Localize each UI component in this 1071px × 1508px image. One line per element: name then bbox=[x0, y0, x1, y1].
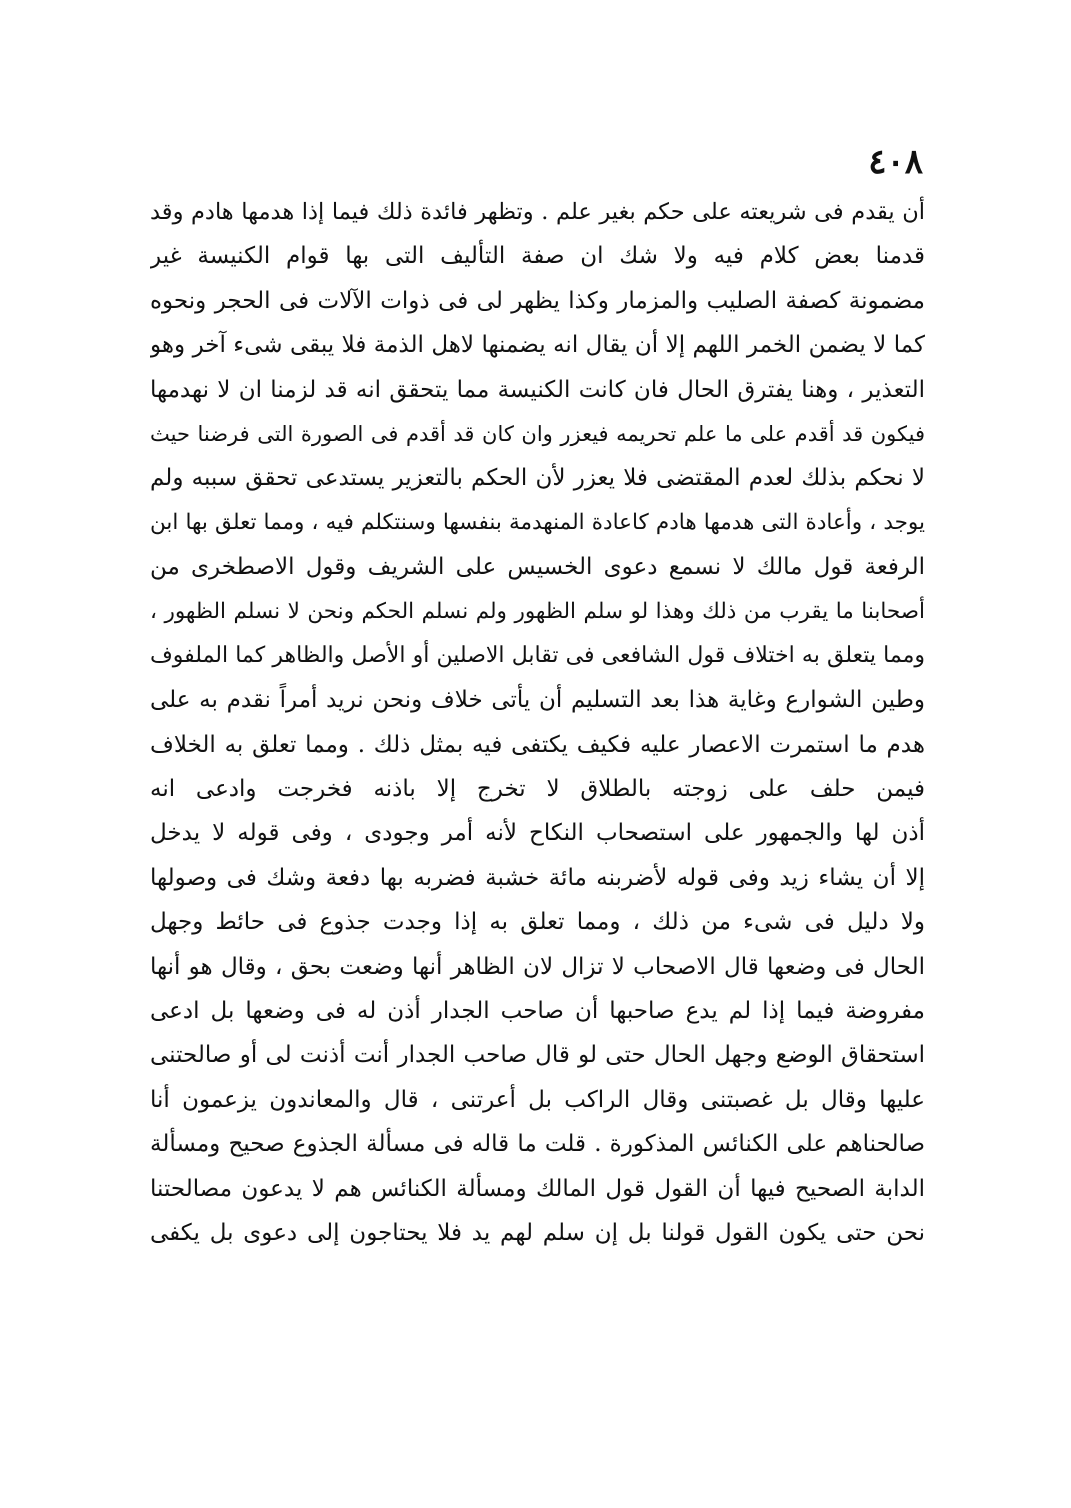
text-line: نحن حتى يكون القول قولنا بل إن سلم لهم يد فلا يحتاجون إلى دعوى بل يكفى bbox=[150, 1219, 925, 1246]
text-line: مضمونة كصفة الصليب والمزمار وكذا يظهر لى فى ذوات الآلات فى الحجر ونحوه bbox=[150, 287, 925, 314]
text-line: صالحناهم على الكنائس المذكورة . قلت ما قاله فى مسألة الجذوع صحيح ومسألة bbox=[150, 1131, 925, 1158]
text-line: فيكون قد أقدم على ما علم تحريمه فيعزر وان كان قد أقدم فى الصورة التى فرضنا حيث bbox=[150, 421, 925, 446]
text-line: ولا دليل فى شىء من ذلك ، ومما تعلق به إذا وجدت جذوع فى حائط وجهل bbox=[150, 909, 925, 936]
text-line: الرفعة قول مالك لا نسمع دعوى الخسيس على الشريف وقول الاصطخرى من bbox=[150, 554, 925, 581]
text-line: فيمن حلف على زوجته بالطلاق لا تخرج إلا باذنه فخرجت وادعى انه bbox=[150, 776, 925, 803]
text-line: أذن لها والجمهور على استصحاب النكاح لأنه أمر وجودى ، وفى قوله لا يدخل bbox=[150, 820, 925, 847]
text-line: الدابة الصحيح فيها أن القول قول المالك ومسألة الكنائس هم لا يدعون مصالحتنا bbox=[150, 1175, 925, 1202]
text-line: لا نحكم بذلك لعدم المقتضى فلا يعزر لأن الحكم بالتعزير يستدعى تحقق سببه ولم bbox=[150, 465, 925, 492]
text-line: هدم ما استمرت الاعصار عليه فكيف يكتفى فيه بمثل ذلك . ومما تعلق به الخلاف bbox=[150, 731, 925, 758]
page-number: ٤٠٨ bbox=[868, 142, 923, 182]
text-line: مفروضة فيما إذا لم يدع صاحبها أن صاحب الجدار أذن له فى وضعها بل ادعى bbox=[150, 998, 925, 1025]
text-line: الحال فى وضعها قال الاصحاب لا تزال لان الظاهر أنها وضعت بحق ، وقال هو أنها bbox=[150, 953, 925, 980]
text-line: ومما يتعلق به اختلاف قول الشافعى فى تقابل الاصلين أو الأصل والظاهر كما الملفوف bbox=[150, 642, 925, 668]
text-line: أن يقدم فى شريعته على حكم بغير علم . وتظهر فائدة ذلك فيما إذا هدمها هادم وقد bbox=[150, 199, 925, 225]
text-line: قدمنا بعض كلام فيه ولا شك ان صفة التأليف التى بها قوام الكنيسة غير bbox=[150, 243, 925, 270]
text-line: أصحابنا ما يقرب من ذلك وهذا لو سلم الظهور ولم نسلم الحكم ونحن لا نسلم الظهور ، bbox=[150, 598, 925, 624]
text-line: وطين الشوارع وغاية هذا بعد التسليم أن يأتى خلاف ونحن نريد أمراً نقدم به على bbox=[150, 687, 925, 714]
text-line: عليها وقال بل غصبتنى وقال الراكب بل أعرتنى ، قال والمعاندون يزعمون أنا bbox=[150, 1086, 925, 1113]
body-text bbox=[150, 190, 925, 1255]
text-line: يوجد ، وأعادة التى هدمها هادم كاعادة المنهدمة بنفسها وسنتكلم فيه ، ومما تعلق بها ابن bbox=[150, 509, 925, 535]
text-line: إلا أن يشاء زيد وفى قوله لأضربنه مائة خشبة فضربه بها دفعة وشك فى وصولها bbox=[150, 864, 925, 891]
text-line: التعذير ، وهنا يفترق الحال فان كانت الكنيسة مما يتحقق انه قد لزمنا ان لا نهدمها bbox=[150, 376, 925, 403]
text-line: كما لا يضمن الخمر اللهم إلا أن يقال انه يضمنها لاهل الذمة فلا يبقى شىء آخر وهو bbox=[150, 332, 925, 359]
text-line: استحقاق الوضع وجهل الحال حتى لو قال صاحب الجدار أنت أذنت لى أو صالحتنى bbox=[150, 1042, 925, 1069]
